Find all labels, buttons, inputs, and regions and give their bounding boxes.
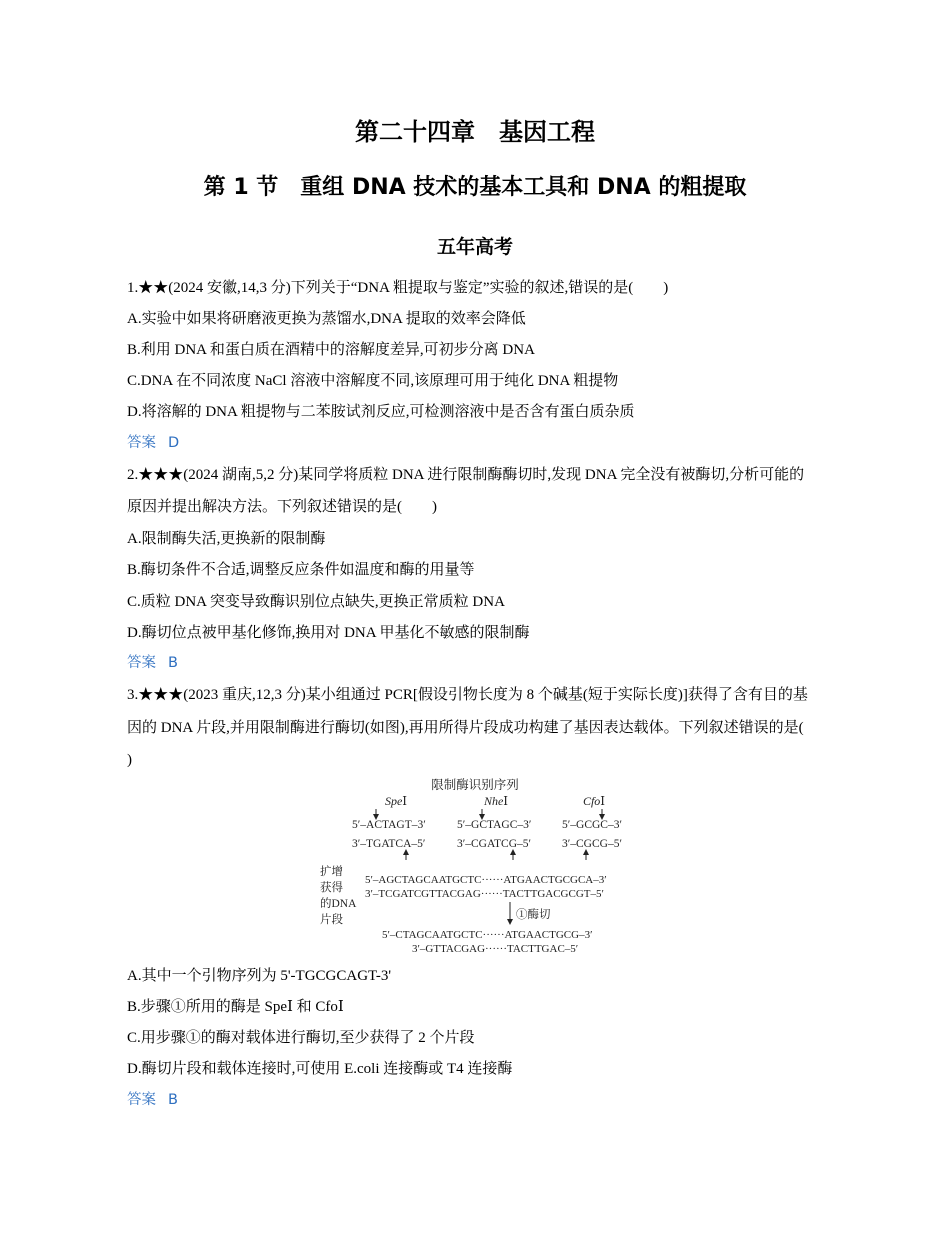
enzyme-cfo-top-strand: 5′–GCGC–3′ xyxy=(562,819,622,831)
question-3-option-d: D.酶切片段和载体连接时,可使用 E.coli 连接酶或 T4 连接酶 xyxy=(127,1061,513,1077)
cut-bottom-strand: 3′–GTTACGAG······TACTTGAC–5′ xyxy=(412,943,579,955)
section-title: 第 1 节 重组 DNA 技术的基本工具和 DNA 的粗提取 xyxy=(203,175,747,200)
answer-label: 答案 xyxy=(127,655,156,671)
answer-value: B xyxy=(168,655,178,671)
question-1-answer xyxy=(127,433,827,453)
question-2-option-c: C.质粒 DNA 突变导致酶识别位点缺失,更换正常质粒 DNA xyxy=(127,594,505,610)
question-1-option-c: C.DNA 在不同浓度 NaCl 溶液中溶解度不同,该原理可用于纯化 DNA 粗提物 xyxy=(127,373,619,389)
enzyme-cfo-name: CfoⅠ xyxy=(582,794,606,808)
question-1-option-d: D.将溶解的 DNA 粗提物与二苯胺试剂反应,可检测溶液中是否含有蛋白质杂质 xyxy=(127,404,635,420)
question-1-option-a: A.实验中如果将研磨液更换为蒸馏水,DNA 提取的效率会降低 xyxy=(127,311,526,327)
restriction-enzyme-figure xyxy=(300,770,660,960)
sub-title: 五年高考 xyxy=(436,236,513,258)
enzyme-spe-top-strand: 5′–ACTAGT–3′ xyxy=(352,819,426,831)
question-2-answer xyxy=(127,653,827,673)
amplified-bottom-strand: 3′–TCGATCGTTACGAG······TACTTGACGCGT–5′ xyxy=(365,888,604,900)
question-2-option-d: D.酶切位点被甲基化修饰,换用对 DNA 甲基化不敏感的限制酶 xyxy=(127,625,530,641)
side-label-line-3: 的DNA xyxy=(320,898,357,910)
amplified-top-strand: 5′–AGCTAGCAATGCTC······ATGAACTGCGCA–3′ xyxy=(365,874,607,886)
enzyme-spe-bottom-strand: 3′–TGATCA–5′ xyxy=(352,838,426,850)
question-3-stem-line-3: ) xyxy=(127,752,132,768)
enzyme-nhe-top-strand: 5′–GCTAGC–3′ xyxy=(457,819,532,831)
side-label-line-1: 扩增 xyxy=(320,866,343,878)
question-3-stem-line-2: 因的 DNA 片段,并用限制酶进行酶切(如图),再用所得片段成功构建了基因表达载体。下列叙述错误的是( xyxy=(127,720,804,736)
enzyme-cfo-bottom-strand: 3′–CGCG–5′ xyxy=(562,838,622,850)
enzyme-spe-name: SpeⅠ xyxy=(384,794,408,808)
enzyme-nhe-bottom-strand: 3′–CGATCG–5′ xyxy=(457,838,532,850)
figure-heading: 限制酶识别序列 xyxy=(431,778,519,792)
question-2-stem-line-1: 2.★★★(2024 湖南,5,2 分)某同学将质粒 DNA 进行限制酶酶切时,发现 DNA 完全没有被酶切,分析可能的 xyxy=(127,467,805,483)
question-1-stem: 1.★★(2024 安徽,14,3 分)下列关于“DNA 粗提取与鉴定”实验的叙述,错误的是( ) xyxy=(127,280,669,296)
digest-step-label: ①酶切 xyxy=(516,909,551,921)
question-3-answer xyxy=(127,1090,827,1110)
answer-value: D xyxy=(168,435,180,451)
question-3-option-c: C.用步骤①的酶对载体进行酶切,至少获得了 2 个片段 xyxy=(127,1030,475,1046)
chapter-title: 第二十四章 基因工程 xyxy=(355,118,595,146)
question-3-option-b: B.步骤①所用的酶是 SpeⅠ 和 CfoⅠ xyxy=(127,999,344,1015)
cut-top-strand: 5′–CTAGCAATGCTC······ATGAACTGCG–3′ xyxy=(382,929,593,941)
question-2-stem-line-2: 原因并提出解决方法。下列叙述错误的是( ) xyxy=(127,499,437,515)
answer-label: 答案 xyxy=(127,435,156,451)
question-2-option-a: A.限制酶失活,更换新的限制酶 xyxy=(127,531,326,547)
question-2-option-b: B.酶切条件不合适,调整反应条件如温度和酶的用量等 xyxy=(127,562,475,578)
side-label-line-4: 片段 xyxy=(320,914,343,926)
question-1-option-b: B.利用 DNA 和蛋白质在酒精中的溶解度差异,可初步分离 DNA xyxy=(127,342,535,358)
side-label-line-2: 获得 xyxy=(320,882,343,894)
question-3-option-a: A.其中一个引物序列为 5'-TGCGCAGT-3' xyxy=(127,968,392,984)
answer-label: 答案 xyxy=(127,1092,156,1108)
answer-value: B xyxy=(168,1092,178,1108)
question-3-stem-line-1: 3.★★★(2023 重庆,12,3 分)某小组通过 PCR[假设引物长度为 8 个碱基(短于实际长度)]获得了含有目的基 xyxy=(127,687,808,703)
enzyme-nhe-name: NheⅠ xyxy=(483,794,509,808)
